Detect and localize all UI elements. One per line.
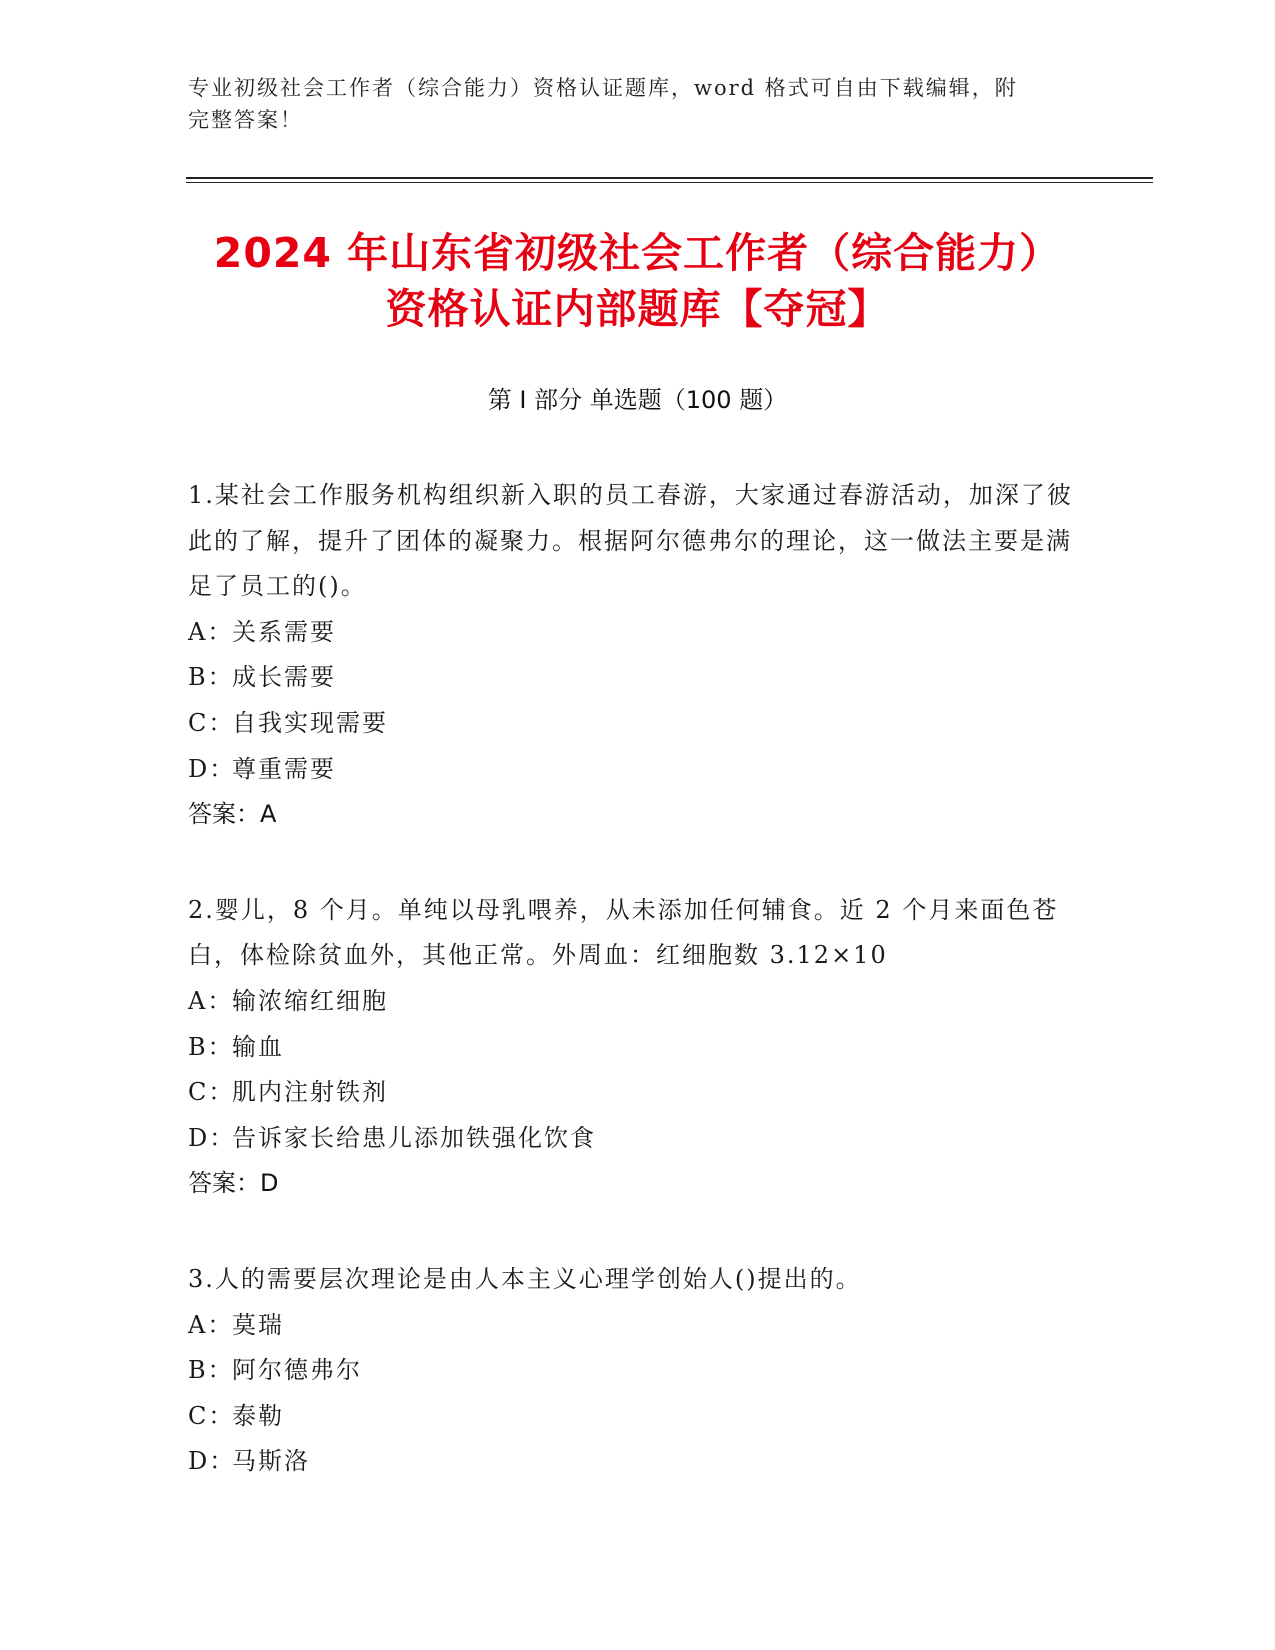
question-1 — [188, 473, 1088, 838]
option-letter: B： — [188, 1032, 234, 1061]
question-stem: 2.婴儿，8 个月。单纯以母乳喂养，从未添加任何辅食。近 2 个月来面色苍白，体检除贫血外，其他正常。外周血：红细胞数 3.12×10 — [188, 895, 1059, 970]
option-letter: A： — [188, 617, 234, 646]
option-text: 输浓缩红细胞 — [232, 986, 388, 1015]
document-title-line-1: 2024 年山东省初级社会工作者（综合能力） — [213, 229, 1062, 277]
option-letter: D： — [188, 1123, 236, 1152]
question-stem: 1.某社会工作服务机构组织新入职的员工春游，大家通过春游活动，加深了彼此的了解，提升了团体的凝聚力。根据阿尔德弗尔的理论，这一做法主要是满足了员工的()。 — [188, 481, 1073, 601]
option-letter: A： — [188, 1310, 234, 1339]
option-text: 关系需要 — [232, 617, 336, 646]
option-d — [188, 747, 1088, 793]
option-text: 成长需要 — [232, 663, 336, 692]
header-note-line-1: 专业初级社会工作者（综合能力）资格认证题库，word 格式可自由下载编辑，附 — [188, 76, 1018, 100]
option-text: 阿尔德弗尔 — [232, 1356, 362, 1385]
document-title-line-2: 资格认证内部题库【夺冠】 — [385, 285, 890, 333]
option-text: 自我实现需要 — [232, 708, 388, 737]
header-divider-thick — [186, 177, 1153, 179]
option-c — [188, 1070, 1088, 1116]
option-letter: D： — [188, 754, 236, 783]
header-note-line-2: 完整答案！ — [188, 108, 303, 132]
option-letter: C： — [188, 1078, 235, 1107]
option-text: 尊重需要 — [232, 754, 336, 783]
option-b — [188, 1025, 1088, 1071]
document-title — [150, 225, 1125, 337]
option-letter: A： — [188, 986, 234, 1015]
option-c — [188, 1394, 1088, 1440]
option-a — [188, 610, 1088, 656]
option-text: 告诉家长给患儿添加铁强化饮食 — [232, 1123, 596, 1152]
header-note — [188, 72, 1088, 136]
option-text: 莫瑞 — [232, 1310, 284, 1339]
question-3 — [188, 1257, 1088, 1485]
question-list — [188, 473, 1088, 1535]
option-b — [188, 655, 1088, 701]
option-text: 马斯洛 — [232, 1447, 310, 1476]
answer-label: 答案：D — [188, 1169, 279, 1198]
option-c — [188, 701, 1088, 747]
option-d — [188, 1439, 1088, 1485]
option-d — [188, 1116, 1088, 1162]
question-2 — [188, 888, 1088, 1207]
option-text: 泰勒 — [232, 1401, 284, 1430]
option-text: 肌内注射铁剂 — [232, 1078, 388, 1107]
section-title: 第 I 部分 单选题（100 题） — [487, 386, 788, 414]
option-a — [188, 979, 1088, 1025]
option-letter: B： — [188, 663, 234, 692]
option-text: 输血 — [232, 1032, 284, 1061]
answer-label: 答案：A — [188, 800, 277, 829]
option-letter: D： — [188, 1447, 236, 1476]
option-b — [188, 1348, 1088, 1394]
question-stem: 3.人的需要层次理论是由人本主义心理学创始人()提出的。 — [188, 1264, 862, 1293]
option-letter: C： — [188, 708, 235, 737]
header-divider-thin — [186, 182, 1153, 183]
option-letter: B： — [188, 1356, 234, 1385]
option-a — [188, 1303, 1088, 1349]
option-letter: C： — [188, 1401, 235, 1430]
